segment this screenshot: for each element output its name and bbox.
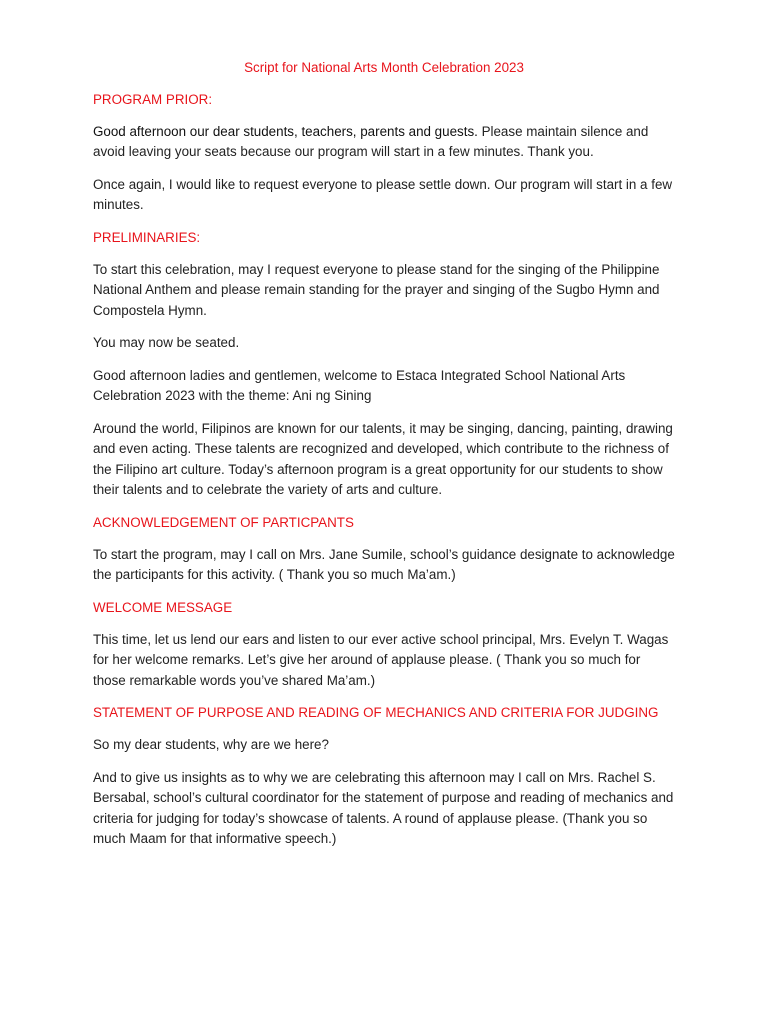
paragraph-program-prior-2: Once again, I would like to request everyone to please settle down. Our program will start in a few minutes. (93, 177, 673, 213)
paragraph-preliminaries-3: Good afternoon ladies and gentlemen, welcome to Estaca Integrated School National Arts Celebration 2023 with the theme: Ani ng Sining (93, 368, 626, 404)
paragraph-program-prior-1 (93, 122, 675, 163)
paragraph-welcome-1: This time, let us lend our ears and listen to our ever active school principal, Mrs. Evelyn T. Wagas for her welcome remarks. Let’s give her around of applause please. ( Thank you so much for those remarkable words you’ve shared Ma’am.) (93, 631, 669, 688)
paragraph-rest-text: Please maintain silence and avoid leaving your seats because our program will start in a few minutes. Thank you. (93, 124, 649, 160)
paragraph-preliminaries-4: Around the world, Filipinos are known for our talents, it may be singing, dancing, painting, drawing and even acting. These talents are recognized and developed, which contribute to the richness of the Filipino art culture. Today’s afternoon program is a great opportunity for our students to show their talents and to celebrate the variety of arts and culture. (93, 421, 673, 498)
heading-program-prior: PROGRAM PRIOR: (93, 92, 213, 107)
document-body (93, 58, 675, 862)
heading-preliminaries: PRELIMINARIES: (93, 230, 201, 245)
paragraph-lead-text: Good afternoon our dear students, teachers, parents and guests. (93, 124, 478, 139)
paragraph-acknowledgement-1: To start the program, may I call on Mrs. Jane Sumile, school’s guidance designate to acknowledge the participants for this activity. ( Thank you so much Ma’am.) (93, 546, 675, 583)
paragraph-preliminaries-2: You may now be seated. (93, 335, 240, 351)
paragraph-statement-1: So my dear students, why are we here? (93, 737, 329, 753)
paragraph-statement-2: And to give us insights as to why we are celebrating this afternoon may I call on Mrs. Rachel S. Bersabal, school’s cultural coordinator for the statement of purpose and reading of mechanics and criteria for judging for today’s showcase of talents. A round of applause please. (Thank you so much Maam for that informative speech.) (93, 769, 674, 847)
heading-welcome-message: WELCOME MESSAGE (93, 599, 233, 615)
heading-acknowledgement: ACKNOWLEDGEMENT OF PARTICPANTS (93, 514, 354, 530)
heading-statement-of-purpose: STATEMENT OF PURPOSE AND READING OF MECHANICS AND CRITERIA FOR JUDGING (93, 705, 659, 721)
document-title: Script for National Arts Month Celebration 2023 (244, 60, 524, 75)
paragraph-preliminaries-1: To start this celebration, may I request everyone to please stand for the singing of the Philippine National Anthem and please remain standing for the prayer and singing of the Sugbo Hymn and Compostela Hymn. (93, 262, 660, 318)
